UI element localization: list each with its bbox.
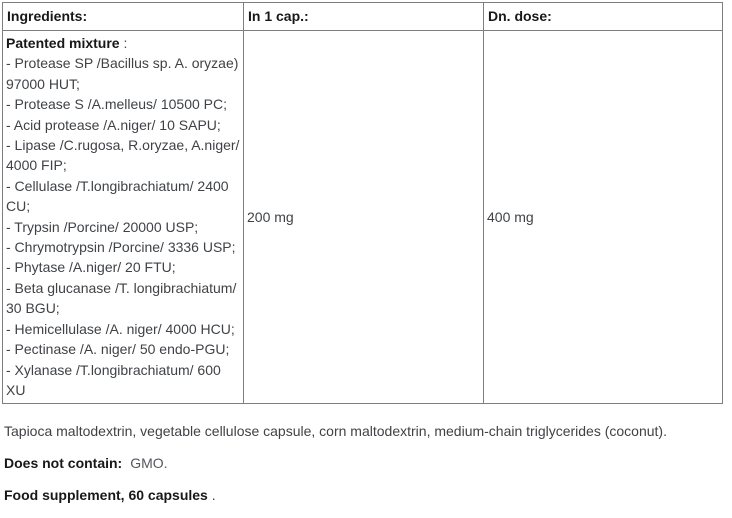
food-supplement-suffix: . (207, 487, 216, 504)
ingredient-item: - Chrymotrypsin /Porcine/ 3336 USP; (6, 239, 236, 256)
footer-notes (4, 421, 732, 505)
ingredient-item: - Protease SP /Bacillus sp. A. oryzae) 97000 HUT; (6, 55, 239, 92)
ingredient-item: - Hemicellulase /A. niger/ 4000 HCU; (6, 320, 235, 337)
ingredient-item: - Phytase /A.niger/ 20 FTU; (6, 259, 176, 276)
does-not-contain-value: GMO. (130, 455, 168, 472)
ingredient-item: - Pectinase /A. niger/ 50 endo-PGU; (6, 341, 230, 358)
body-row (3, 31, 723, 404)
food-supplement-line: Food supplement, 60 capsules . (4, 487, 216, 504)
column-header-per-capsule: In 1 cap.: (244, 3, 484, 31)
does-not-contain-line: Does not contain: GMO. (4, 455, 168, 472)
ingredient-list (6, 53, 242, 400)
other-ingredients-text: Tapioca maltodextrin, vegetable cellulose capsule, corn maltodextrin, medium-chain triglycerides (coconut). (4, 423, 667, 440)
column-header-ingredients: Ingredients: (3, 3, 244, 31)
ingredients-table (2, 2, 723, 404)
ingredient-item: - Beta glucanase /T. longibrachiatum/ 30 BGU; (6, 279, 237, 317)
ingredient-item: - Protease S /A.melleus/ 10500 PC; (6, 96, 227, 113)
ingredient-item: - Lipase /C.rugosa, R.oryzae, A.niger/ 4000 FIP; (6, 137, 240, 174)
column-header-daily-dose: Dn. dose: (484, 3, 723, 31)
per-capsule-value: 200 mg (244, 31, 484, 404)
header-row (3, 3, 723, 31)
ingredient-item: - Trypsin /Porcine/ 20000 USP; (6, 218, 199, 235)
daily-dose-value: 400 mg (484, 31, 723, 404)
ingredient-item: - Xylanase /T.longibrachiatum/ 600 XU (6, 361, 221, 398)
ingredients-cell (3, 31, 244, 404)
ingredient-item: - Cellulase /T.longibrachiatum/ 2400 CU; (6, 177, 229, 215)
patented-mixture-label: Patented mixture : (6, 35, 128, 51)
ingredient-item: - Acid protease /A.niger/ 10 SAPU; (6, 116, 221, 133)
